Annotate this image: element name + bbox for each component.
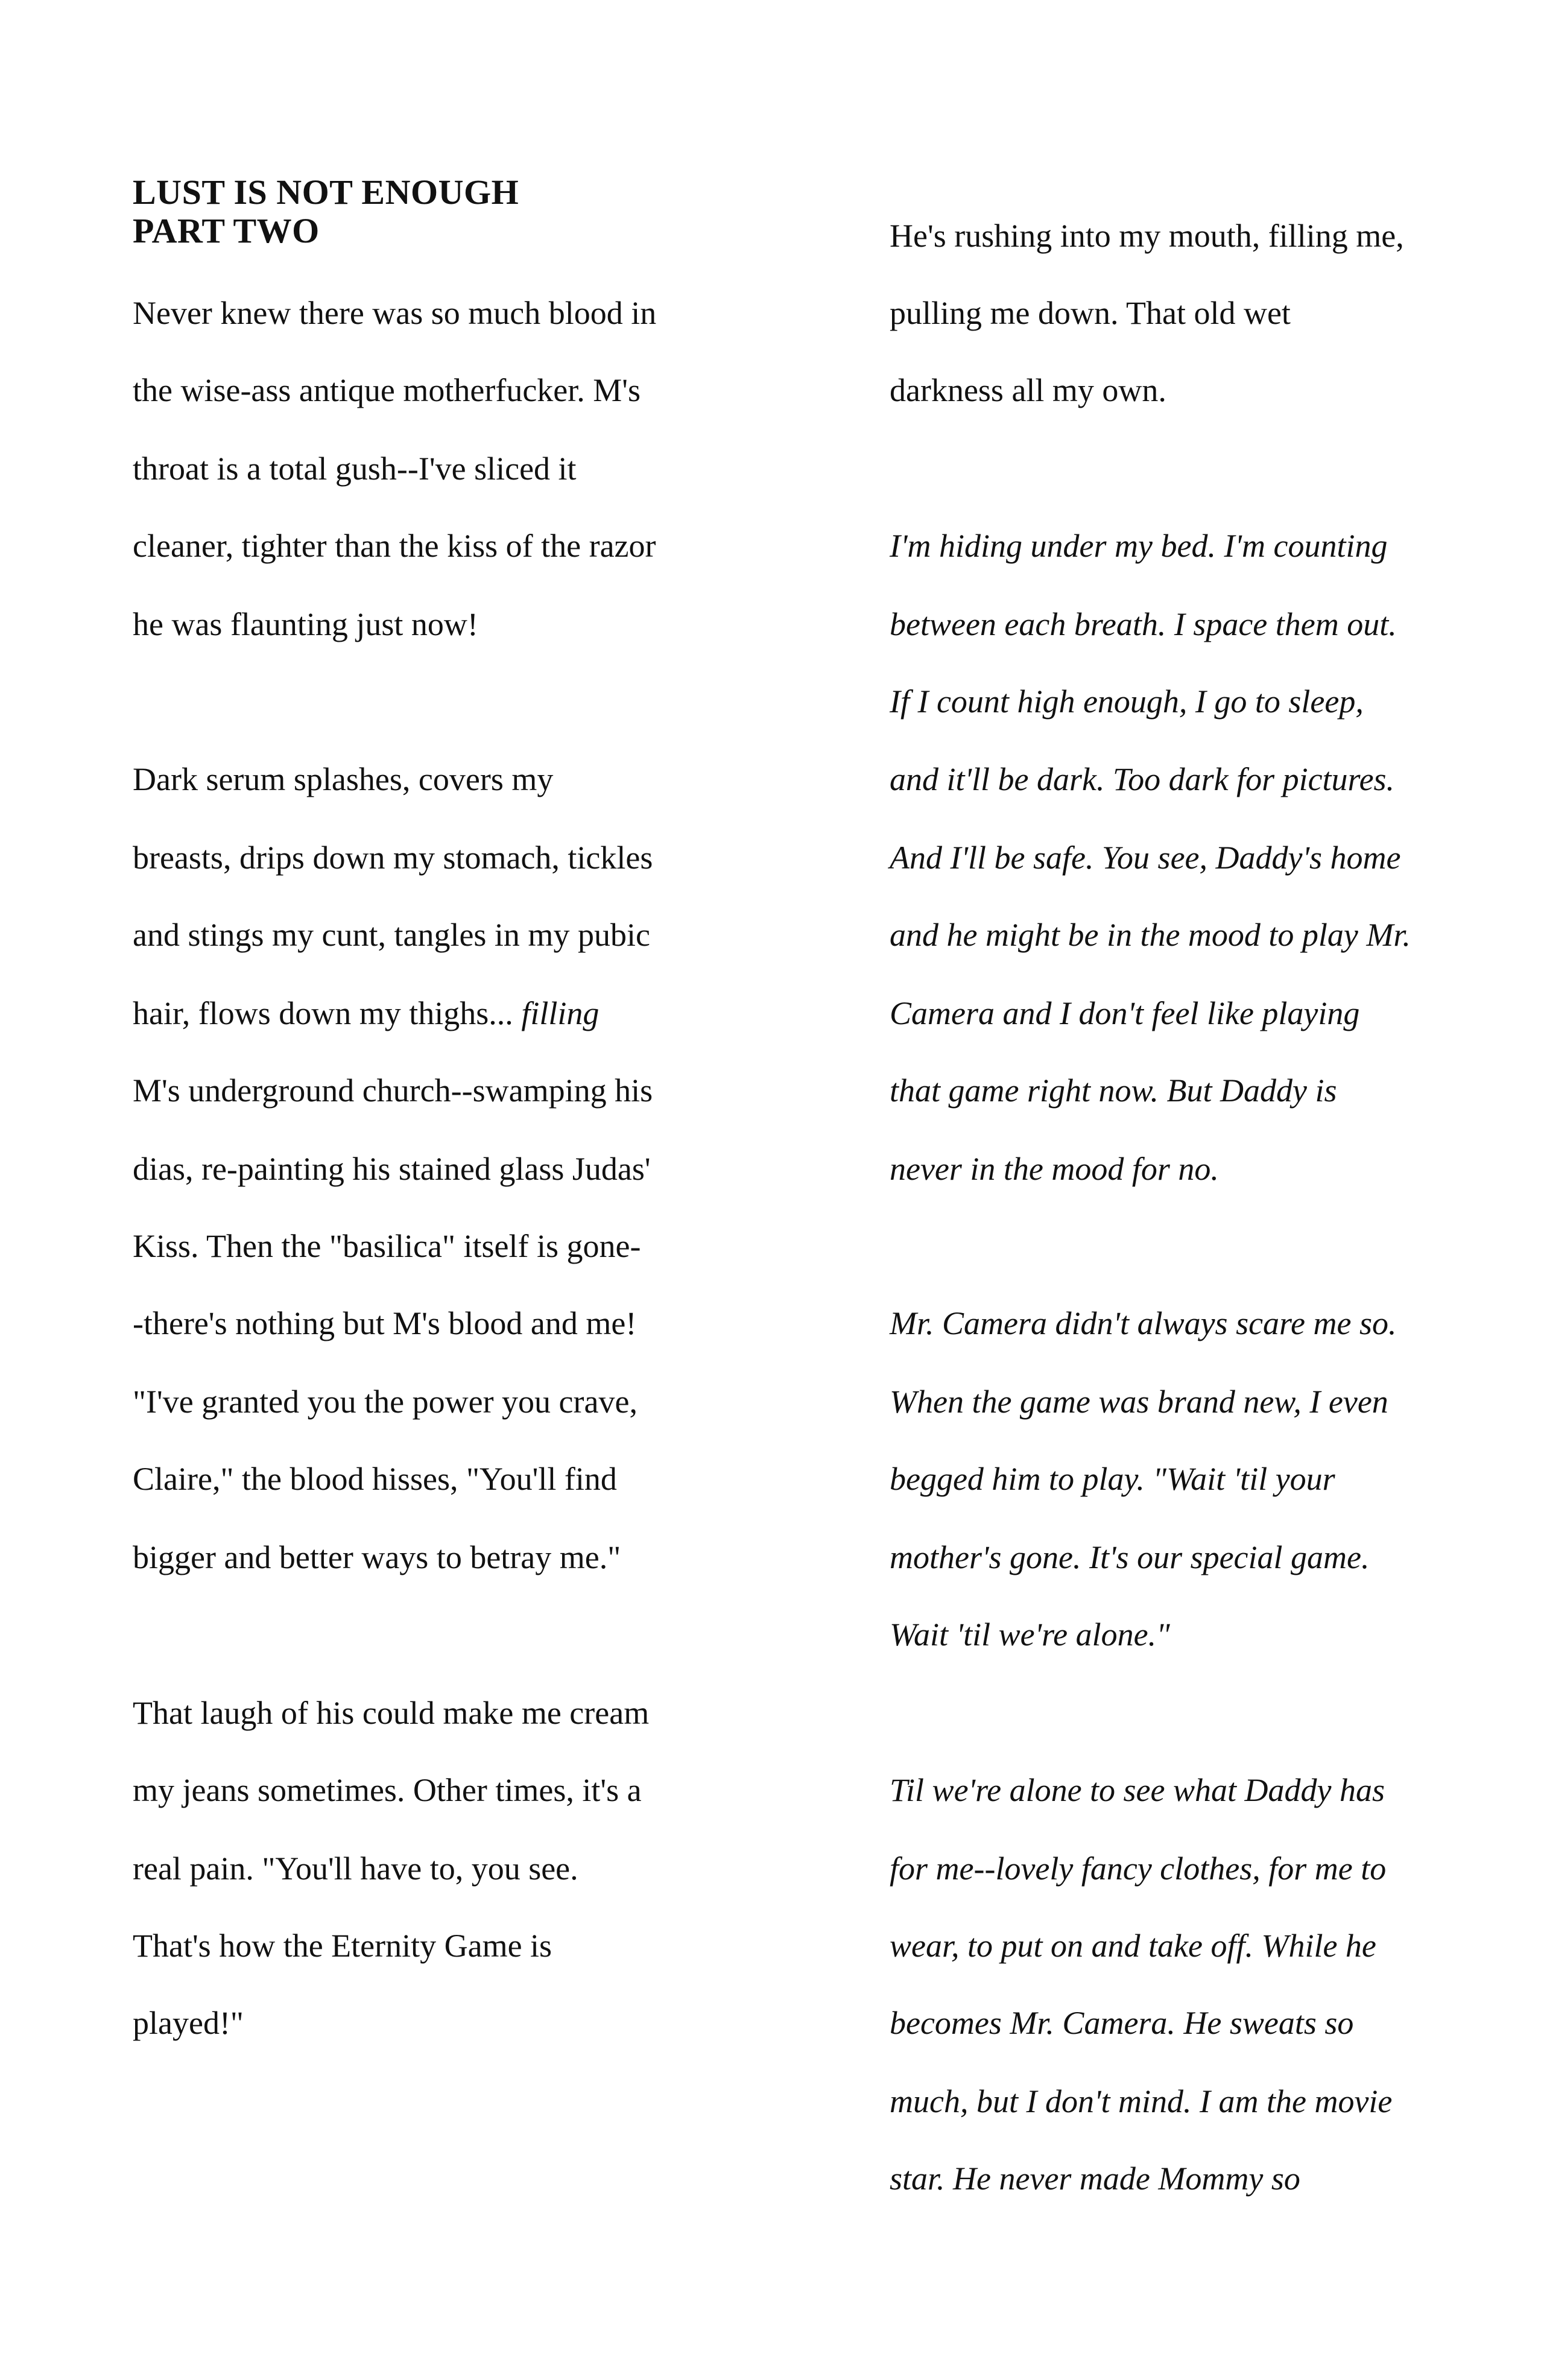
right-text-line: I'm hiding under my bed. I'm counting (890, 528, 1388, 564)
right-text-line: for me--lovely fancy clothes, for me to (890, 1850, 1387, 1887)
left-text-line: hair, flows down my thighs... filling (133, 995, 600, 1031)
left-text-line: Dark serum splashes, covers my (133, 761, 554, 797)
right-text-line: never in the mood for no. (890, 1151, 1219, 1187)
right-text-line: Wait 'til we're alone." (890, 1616, 1170, 1653)
left-text-line: and stings my cunt, tangles in my pubic (133, 917, 650, 953)
right-text-line: that game right now. But Daddy is (890, 1072, 1337, 1109)
left-text-line: "I've granted you the power you crave, (133, 1384, 638, 1420)
right-text-line: pulling me down. That old wet (890, 295, 1291, 331)
right-text-line: between each breath. I space them out. (890, 606, 1397, 642)
left-text-line: the wise-ass antique motherfucker. M's (133, 372, 641, 408)
left-text-line: Claire," the blood hisses, "You'll find (133, 1461, 617, 1497)
document-title (133, 173, 519, 250)
left-text-line: That laugh of his could make me cream (133, 1695, 650, 1731)
right-text-line: much, but I don't mind. I am the movie (890, 2083, 1393, 2119)
left-text-line: M's underground church--swamping his (133, 1072, 653, 1109)
left-text-line: bigger and better ways to betray me." (133, 1539, 621, 1575)
right-text-line: Mr. Camera didn't always scare me so. (890, 1305, 1397, 1341)
right-text-line: When the game was brand new, I even (890, 1384, 1388, 1420)
left-text-line: real pain. "You'll have to, you see. (133, 1850, 578, 1887)
title-line-1: LUST IS NOT ENOUGH (133, 172, 519, 212)
right-text-line: wear, to put on and take off. While he (890, 1928, 1376, 1964)
left-text-line: throat is a total gush--I've sliced it (133, 451, 577, 487)
right-text-line: And I'll be safe. You see, Daddy's home (890, 840, 1401, 876)
left-text-line: my jeans sometimes. Other times, it's a (133, 1772, 642, 1808)
left-text-line: dias, re-painting his stained glass Judas' (133, 1151, 651, 1187)
right-text-line: mother's gone. It's our special game. (890, 1539, 1370, 1575)
right-text-line: star. He never made Mommy so (890, 2160, 1300, 2197)
left-text-line: Kiss. Then the "basilica" itself is gone- (133, 1228, 641, 1264)
left-text-line: breasts, drips down my stomach, tickles (133, 840, 653, 876)
right-text-line: Til we're alone to see what Daddy has (890, 1772, 1385, 1808)
right-text-line: Camera and I don't feel like playing (890, 995, 1360, 1031)
right-text-line: begged him to play. "Wait 'til your (890, 1461, 1335, 1497)
left-text-line: Never knew there was so much blood in (133, 295, 657, 331)
left-text-line: That's how the Eternity Game is (133, 1928, 552, 1964)
title-line-2: PART TWO (133, 211, 320, 250)
right-text-line: If I count high enough, I go to sleep, (890, 683, 1364, 720)
left-text-line: -there's nothing but M's blood and me! (133, 1305, 637, 1341)
italic-emphasis: filling (513, 995, 600, 1031)
right-text-line: becomes Mr. Camera. He sweats so (890, 2005, 1354, 2041)
left-text-line: cleaner, tighter than the kiss of the razor (133, 528, 656, 564)
right-text-line: darkness all my own. (890, 372, 1166, 408)
left-text-line: played!" (133, 2005, 244, 2041)
right-text-line: He's rushing into my mouth, filling me, (890, 218, 1404, 254)
left-text-line: he was flaunting just now! (133, 606, 478, 642)
right-text-line: and it'll be dark. Too dark for pictures. (890, 761, 1395, 797)
right-text-line: and he might be in the mood to play Mr. (890, 917, 1411, 953)
